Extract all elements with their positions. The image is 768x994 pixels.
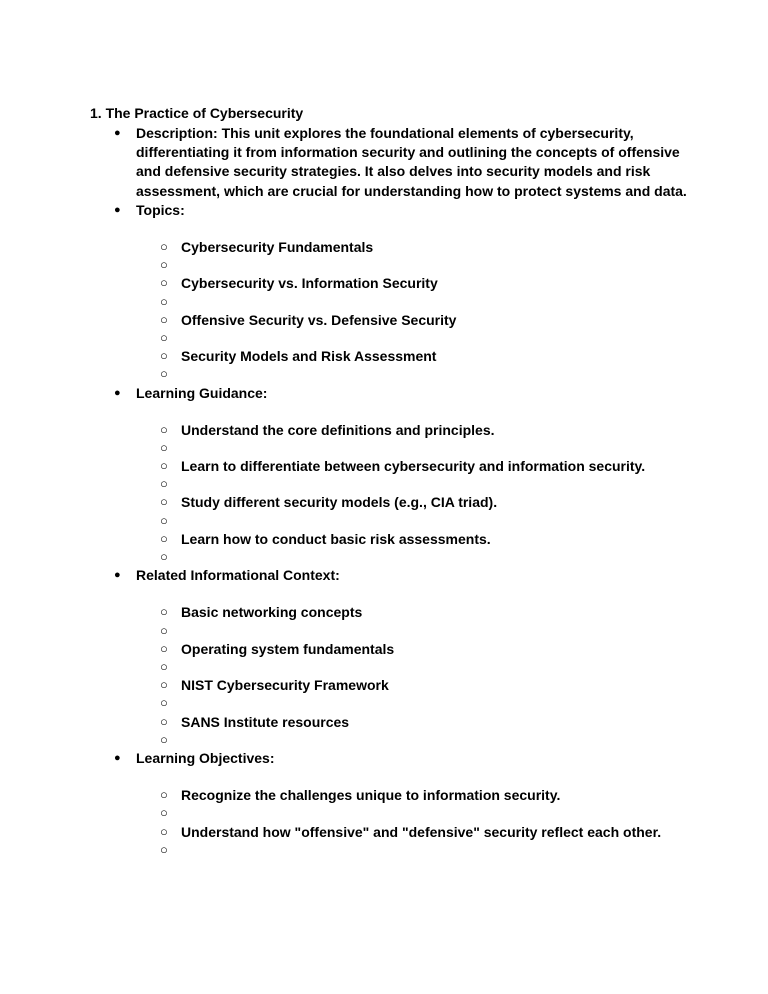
sub-list [90,238,690,384]
hollow-bullet-icon: ○ [160,329,168,345]
hollow-bullet-icon: ○ [160,366,168,382]
sub-list-item [90,694,690,712]
sub-item-text: Operating system fundamentals [181,640,395,657]
bullet-item [90,201,690,220]
bullet-text: Learning Objectives: [136,749,275,766]
sub-list-item [90,640,690,658]
sub-list-item [90,274,690,292]
sub-item-text: Cybersecurity vs. Information Security [181,275,438,292]
hollow-bullet-icon: ○ [160,421,168,437]
hollow-bullet-icon: ○ [160,731,168,747]
bullet-item [90,749,690,768]
hollow-bullet-icon: ○ [160,695,168,711]
sub-list-item [90,841,690,859]
sub-list-item [90,293,690,311]
hollow-bullet-icon: ○ [160,439,168,455]
sub-item-text: Cybersecurity Fundamentals [181,239,374,256]
sub-item-text: Learn to differentiate between cybersecurity and information security. [181,458,646,475]
sub-item-text: Security Models and Risk Assessment [181,348,437,365]
sub-list-item [90,823,690,841]
sub-list-item [90,457,690,475]
hollow-bullet-icon: ○ [160,530,168,546]
sub-list-item [90,347,690,365]
sub-list-item [90,786,690,804]
sub-item-text: Learn how to conduct basic risk assessments. [181,530,491,547]
hollow-bullet-icon: ○ [160,494,168,510]
hollow-bullet-icon: ○ [160,458,168,474]
hollow-bullet-icon: ○ [160,805,168,821]
sub-item-text: Offensive Security vs. Defensive Security [181,311,457,328]
sub-list-item [90,365,690,383]
sub-item-text: Understand how "offensive" and "defensive" security reflect each other. [181,823,662,840]
hollow-bullet-icon: ○ [160,239,168,255]
hollow-bullet-icon: ○ [160,604,168,620]
sub-list [90,786,690,859]
sub-item-text: Basic networking concepts [181,604,363,621]
hollow-bullet-icon: ○ [160,293,168,309]
sub-list-item [90,421,690,439]
sub-list-item [90,676,690,694]
bullet-text: Description: This unit explores the foundational elements of cybersecurity, differentiating it from information security and outlining the concepts of offensive and defensive security strategies. It also delves into security models and risk assessment, which are crucial for understanding how to protect systems and data. [136,125,687,199]
hollow-bullet-icon: ○ [160,640,168,656]
sub-list-item [90,530,690,548]
hollow-bullet-icon: ○ [160,823,168,839]
hollow-bullet-icon: ○ [160,841,168,857]
hollow-bullet-icon: ○ [160,677,168,693]
sub-list-item [90,256,690,274]
sub-list [90,603,690,749]
sub-list-item [90,622,690,640]
sub-list-item [90,493,690,511]
hollow-bullet-icon: ○ [160,257,168,273]
sub-list-item [90,548,690,566]
sub-item-text: NIST Cybersecurity Framework [181,677,389,694]
sub-list-item [90,658,690,676]
sub-item-text: SANS Institute resources [181,713,350,730]
sub-list-item [90,439,690,457]
bullet-text: Topics: [136,201,185,218]
bullet-dot-icon: ● [114,386,121,399]
bullet-text: Learning Guidance: [136,384,268,401]
sub-item-text: Study different security models (e.g., CIA triad). [181,494,498,511]
bullet-text: Related Informational Context: [136,567,340,584]
hollow-bullet-icon: ○ [160,787,168,803]
hollow-bullet-icon: ○ [160,348,168,364]
bullet-list [90,124,690,859]
bullet-dot-icon: ● [114,751,121,764]
sub-item-text: Recognize the challenges unique to information security. [181,787,561,804]
hollow-bullet-icon: ○ [160,622,168,638]
hollow-bullet-icon: ○ [160,512,168,528]
document-body [90,104,690,859]
bullet-item [90,566,690,585]
bullet-item [90,384,690,403]
hollow-bullet-icon: ○ [160,658,168,674]
sub-list-item [90,329,690,347]
hollow-bullet-icon: ○ [160,549,168,565]
bullet-item [90,124,690,201]
sub-list-item [90,311,690,329]
hollow-bullet-icon: ○ [160,275,168,291]
hollow-bullet-icon: ○ [160,311,168,327]
sub-list-item [90,713,690,731]
section-heading: 1. The Practice of Cybersecurity [90,105,304,121]
sub-list-item [90,512,690,530]
sub-list-item [90,804,690,822]
hollow-bullet-icon: ○ [160,713,168,729]
hollow-bullet-icon: ○ [160,476,168,492]
bullet-dot-icon: ● [114,127,121,139]
bullet-dot-icon: ● [114,203,121,216]
sub-item-text: Understand the core definitions and principles. [181,421,495,438]
sub-list-item [90,238,690,256]
sub-list-item [90,603,690,621]
sub-list [90,421,690,567]
sub-list-item [90,731,690,749]
bullet-dot-icon: ● [114,569,121,582]
sub-list-item [90,475,690,493]
